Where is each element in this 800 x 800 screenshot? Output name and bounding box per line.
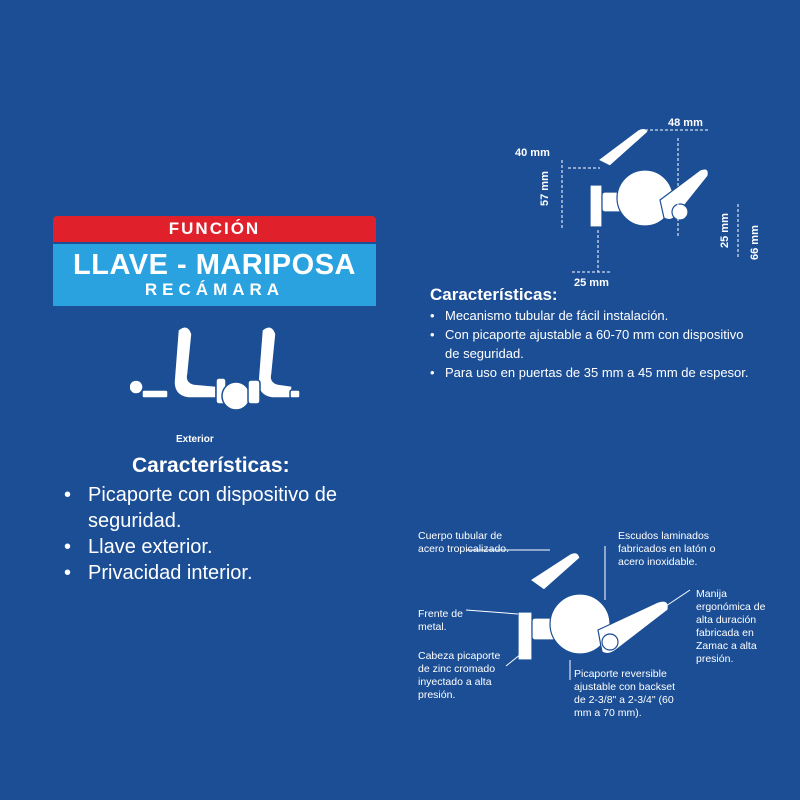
list-item: • Mecanismo tubular de fácil instalación. [430,306,760,325]
dim-40: 40 mm [515,147,550,159]
list-item: • Privacidad interior. [60,560,390,586]
left-features-heading: Características: [132,454,290,477]
right-features-heading: Características: [430,285,558,304]
callout-faceplate: Frente de metal. [418,608,463,633]
list-item: • Para uso en puertas de 35 mm a 45 mm de espesor. [430,363,760,382]
function-title: LLAVE - MARIPOSA [73,249,356,281]
dim-25-horizontal: 25 mm [574,277,609,289]
function-label-bar [53,216,376,242]
function-subtitle: RECÁMARA [144,280,285,299]
dim-66: 66 mm [749,225,761,260]
dim-25-vertical: 25 mm [719,213,731,248]
dim-57: 57 mm [539,171,551,206]
dimension-diagram [510,100,790,290]
function-title-box [53,244,376,306]
list-item: • Con picaporte ajustable a 60-70 mm con dispositivo de seguridad. [430,325,760,363]
callout-escutcheons: Escudos laminados fabricados en latón o acero inoxidable. [618,530,716,568]
function-label: FUNCIÓN [168,219,261,238]
dim-48: 48 mm [668,117,703,129]
lever-lock-key-icon [130,320,310,430]
callout-latch-head: Cabeza picaporte de zinc cromado inyectado a alta presión. [418,650,501,701]
right-features-list [430,306,760,382]
callout-handle: Manija ergonómica de alta duración fabricada en Zamac a alta presión. [696,588,766,665]
list-item: • Picaporte con dispositivo de seguridad. [60,482,390,534]
left-features-list [60,482,390,586]
callout-latch: Picaporte reversible ajustable con backset de 2-3/8" a 2-3/4" (60 mm a 70 mm). [574,668,675,719]
exterior-label: Exterior [176,434,214,445]
callout-body: Cuerpo tubular de acero tropicalizado. [418,530,510,555]
list-item: • Llave exterior. [60,534,390,560]
